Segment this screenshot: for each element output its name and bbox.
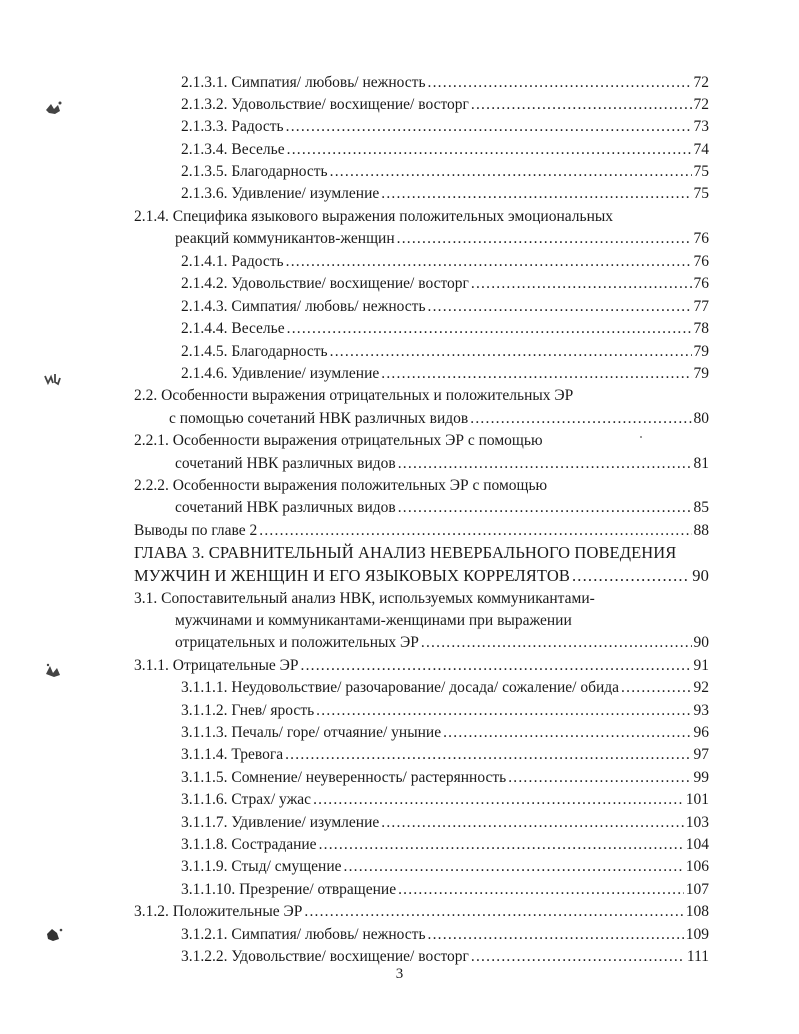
toc-entry-text: 3.1.2.1. Симпатия/ любовь/ нежность [181, 926, 426, 943]
toc-entry-text: отрицательных и положительных ЭР [175, 634, 419, 651]
toc-entry [181, 342, 709, 362]
toc-entry-text: сочетаний НВК различных видов [175, 499, 396, 516]
toc-entry-text: 2.1.3.1. Симпатия/ любовь/ нежность [181, 74, 426, 91]
toc-entry [134, 656, 709, 676]
dot-leader [301, 656, 692, 676]
dot-leader [572, 566, 690, 586]
toc-entry-page: 72 [693, 74, 709, 91]
toc-entry [181, 117, 709, 137]
toc-entry-text: 3.1.1.3. Печаль/ горе/ отчаяние/ уныние [181, 724, 442, 741]
dot-leader [398, 498, 692, 518]
toc-entry-page: 92 [693, 679, 709, 696]
dot-leader [398, 454, 692, 474]
toc-entry-text: 2.1.3.4. Веселье [181, 141, 285, 158]
toc-entry [175, 611, 572, 631]
binding-mark-icon [40, 924, 66, 944]
toc-entry-page: 107 [685, 881, 709, 898]
binding-mark-icon [40, 368, 66, 388]
toc-entry-text: 3.1.1.7. Удивление/ изумление [181, 814, 380, 831]
toc-entry-text: 2.1.3.2. Удовольствие/ восхищение/ восторг [181, 96, 469, 113]
toc-entry-page: 74 [693, 141, 709, 158]
dot-leader [381, 184, 691, 204]
toc-entry [181, 319, 709, 339]
dot-leader [330, 162, 692, 182]
toc-entry [181, 364, 709, 384]
toc-entry [175, 229, 709, 249]
toc-entry [134, 902, 709, 922]
toc-entry-page: 99 [693, 769, 709, 786]
toc-entry-page: 76 [693, 253, 709, 270]
toc-entry-text: Выводы по главе 2 [134, 522, 258, 539]
toc-entry-text: 3.1.2.2. Удовольствие/ восхищение/ восторг [181, 948, 469, 965]
dot-leader [286, 117, 692, 137]
toc-entry-text: 2.1.4.1. Радость [181, 253, 284, 270]
toc-entry [134, 207, 613, 227]
toc-entry-page: 72 [693, 96, 709, 113]
toc-entry-page: 76 [693, 275, 709, 292]
toc-entry [181, 947, 709, 967]
toc-entry-page: 80 [693, 410, 709, 427]
toc-entry-text: 3.1. Сопоставительный анализ НВК, используемых коммуникантами- [134, 590, 595, 607]
dot-leader [397, 229, 692, 249]
toc-entry [181, 252, 709, 272]
toc-entry-page: 101 [685, 791, 709, 808]
dot-leader [470, 409, 691, 429]
toc-entry [181, 790, 709, 810]
dot-leader [428, 925, 684, 945]
toc-entry-page: 75 [693, 163, 709, 180]
dot-leader [443, 723, 691, 743]
toc-entry-text: реакций коммуникантов-женщин [175, 230, 395, 247]
toc-entry-text: 3.1.1. Отрицательные ЭР [134, 657, 299, 674]
toc-entry-page: 106 [685, 858, 709, 875]
dot-leader [287, 319, 692, 339]
toc-entry-text: 2.1.3.3. Радость [181, 118, 284, 135]
toc-entry [134, 521, 709, 541]
toc-entry-text: 2.2.1. Особенности выражения отрицательных ЭР с помощью [134, 432, 543, 449]
toc-entry [175, 633, 709, 653]
toc-entry-text: 3.1.1.6. Страх/ ужас [181, 791, 312, 808]
toc-entry-page: 85 [693, 499, 709, 516]
toc-entry-text: 3.1.1.8. Сострадание [181, 836, 317, 853]
toc-entry-text: МУЖЧИН И ЖЕНЩИН И ЕГО ЯЗЫКОВЫХ КОРРЕЛЯТОВ [134, 566, 570, 585]
toc-entry-text: 3.1.1.9. Стыд/ смущение [181, 858, 342, 875]
toc-entry-text: 3.1.1.4. Тревога [181, 746, 284, 763]
dot-leader [421, 633, 692, 653]
dot-leader [313, 790, 684, 810]
dot-leader [304, 902, 683, 922]
dot-leader [381, 813, 683, 833]
toc-entry [134, 476, 547, 496]
toc-entry-page: 90 [692, 566, 709, 585]
toc-entry-page: 77 [693, 298, 709, 315]
dot-leader [428, 297, 692, 317]
toc-entry [175, 498, 709, 518]
toc-entry [181, 678, 709, 698]
toc-entry-page: 108 [685, 903, 709, 920]
toc-entry [181, 745, 709, 765]
binding-mark-icon [40, 660, 66, 680]
toc-chapter-heading [134, 566, 709, 586]
dot-leader [398, 880, 684, 900]
toc-entry [181, 162, 709, 182]
toc-entry-page: 81 [693, 455, 709, 472]
toc-entry-text: 3.1.2. Положительные ЭР [134, 903, 303, 920]
toc-entry-text: 2.1.4. Специфика языкового выражения положительных эмоциональных [134, 208, 614, 225]
scan-speck [640, 436, 642, 438]
toc-entry [181, 880, 709, 900]
dot-leader [621, 678, 691, 698]
toc-entry-page: 73 [693, 118, 709, 135]
toc-entry-page: 76 [693, 230, 709, 247]
toc-entry-text: 2.1.3.5. Благодарность [181, 163, 328, 180]
toc-entry-page: 75 [693, 185, 709, 202]
toc-entry [181, 274, 709, 294]
toc-entry-page: 97 [693, 746, 709, 763]
toc-entry-text: 3.1.1.2. Гнев/ ярость [181, 702, 315, 719]
toc-entry [134, 589, 595, 609]
toc-entry-text: 2.1.4.4. Веселье [181, 320, 285, 337]
toc-entry-text: 3.1.1.1. Неудовольствие/ разочарование/ досада/ сожаление/ обида [181, 679, 620, 696]
toc-entry [181, 95, 709, 115]
page-number: 3 [395, 966, 404, 982]
toc-entry-page: 93 [693, 702, 709, 719]
toc-entry [181, 723, 709, 743]
toc-entry [181, 813, 709, 833]
dot-leader [330, 342, 692, 362]
dot-leader [471, 947, 685, 967]
toc-entry [181, 768, 709, 788]
toc-entry [169, 409, 709, 429]
toc-entry-page: 96 [693, 724, 709, 741]
dot-leader [471, 95, 692, 115]
toc-entry-text: мужчинами и коммуникантами-женщинами при выражении [175, 612, 572, 629]
toc-entry [134, 431, 543, 451]
dot-leader [344, 857, 684, 877]
toc-entry [134, 386, 573, 406]
dot-leader [428, 73, 692, 93]
toc-entry [181, 835, 709, 855]
toc-entry-text: 2.2.2. Особенности выражения положительных ЭР с помощью [134, 477, 548, 494]
toc-entry-text: 3.1.1.5. Сомнение/ неуверенность/ растерянность [181, 769, 507, 786]
toc-entry-page: 104 [685, 836, 709, 853]
toc-entry-page: 78 [693, 320, 709, 337]
toc-entry [181, 701, 709, 721]
toc-entry [181, 140, 709, 160]
toc-entry-text: 2.1.4.6. Удивление/ изумление [181, 365, 380, 382]
dot-leader [381, 364, 691, 384]
toc-entry [181, 857, 709, 877]
toc-entry [175, 454, 709, 474]
dot-leader [316, 701, 691, 721]
dot-leader [286, 252, 692, 272]
toc-entry-page: 91 [693, 657, 709, 674]
toc-entry [181, 73, 709, 93]
toc-chapter-heading [134, 543, 676, 563]
toc-entry-page: 79 [693, 365, 709, 382]
toc-entry [181, 925, 709, 945]
toc-entry-text: 2.1.4.5. Благодарность [181, 343, 328, 360]
toc-entry-text: 2.1.4.2. Удовольствие/ восхищение/ восторг [181, 275, 469, 292]
toc-entry-text: 2.1.4.3. Симпатия/ любовь/ нежность [181, 298, 426, 315]
toc-entry-page: 109 [685, 926, 709, 943]
dot-leader [287, 140, 692, 160]
dot-leader [259, 521, 691, 541]
toc-entry-text: 3.1.1.10. Презрение/ отвращение [181, 881, 397, 898]
toc-entry-text: 2.1.3.6. Удивление/ изумление [181, 185, 380, 202]
toc-entry-text: 2.2. Особенности выражения отрицательных и положительных ЭР [134, 387, 574, 404]
dot-leader [285, 745, 691, 765]
toc-entry-page: 111 [686, 948, 709, 965]
toc-entry-text: с помощью сочетаний НВК различных видов [169, 410, 469, 427]
toc-entry-page: 88 [693, 522, 709, 539]
toc-entry-page: 90 [693, 634, 709, 651]
binding-mark-icon [40, 98, 66, 118]
toc-entry-page: 79 [693, 343, 709, 360]
dot-leader [319, 835, 684, 855]
toc-entry [181, 297, 709, 317]
toc-entry [181, 184, 709, 204]
toc-entry-text: сочетаний НВК различных видов [175, 455, 396, 472]
dot-leader [471, 274, 692, 294]
toc-entry-page: 103 [685, 814, 709, 831]
toc-entry-text: ГЛАВА 3. СРАВНИТЕЛЬНЫЙ АНАЛИЗ НЕВЕРБАЛЬНОГО ПОВЕДЕНИЯ [134, 543, 677, 562]
dot-leader [508, 768, 691, 788]
